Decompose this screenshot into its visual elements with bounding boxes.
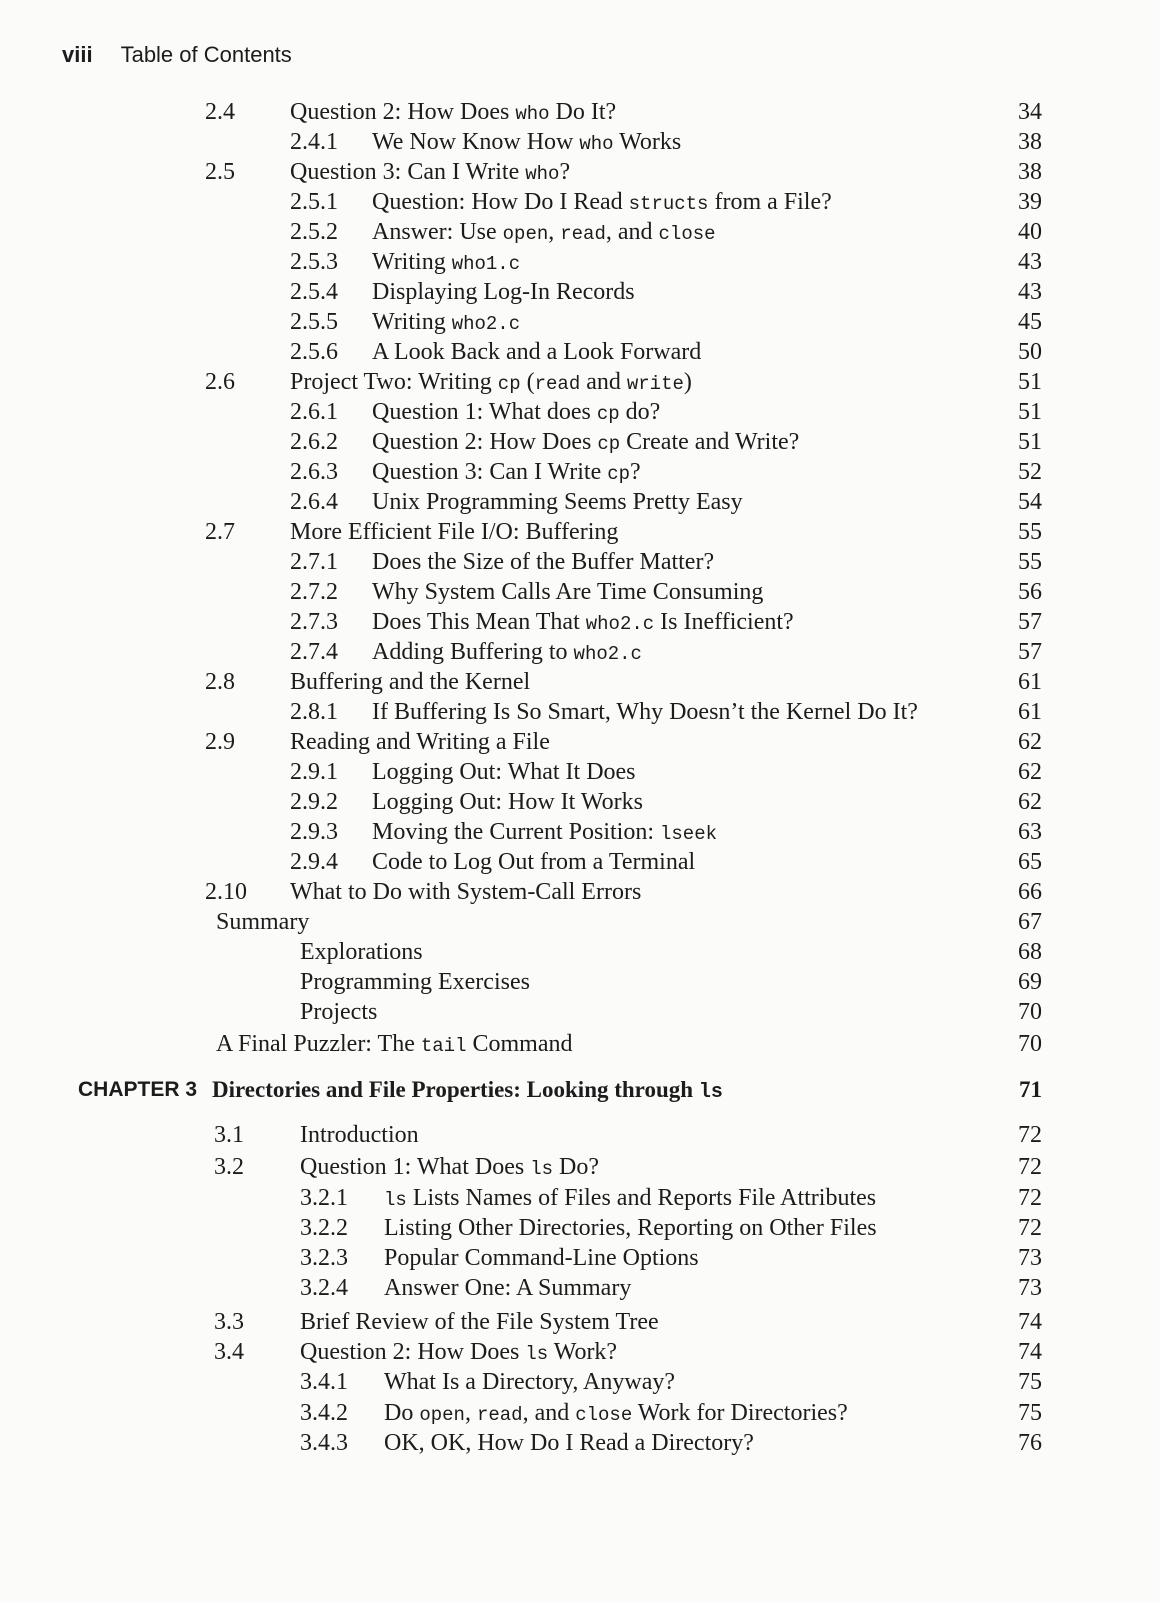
page-number: 51 [1018,369,1042,395]
title-text: Does the Size of the Buffer Matter? [372,549,715,575]
page-number: 55 [1018,519,1042,545]
entry-title [216,907,309,937]
title-text: Programming Exercises [300,969,530,995]
page-number: 57 [1018,639,1042,665]
entry-title [300,967,530,997]
title-text: Logging Out: What It Does [372,759,636,785]
toc-entry [0,217,1160,247]
entry-number: 3.2 [214,1154,244,1180]
code-term: cp [497,373,521,395]
chapter-heading [0,1075,1160,1105]
title-text: Popular Command-Line Options [384,1245,699,1271]
entry-number: 3.4.3 [300,1430,348,1456]
title-text: Brief Review of the File System Tree [300,1309,659,1335]
entry-number: 2.7.3 [290,609,338,635]
code-term: structs [628,193,709,215]
entry-title [372,637,642,669]
entry-number: 2.8.1 [290,699,338,725]
title-text: Question 2: How Does [372,429,598,455]
title-text: What to Do with System-Call Errors [290,879,642,905]
code-term: open [502,223,549,245]
code-term: close [575,1404,633,1426]
title-text: ( [520,369,535,395]
page-number: 62 [1018,729,1042,755]
code-term: read [560,223,606,245]
title-text: ? [559,159,571,185]
toc-entry [0,427,1160,457]
title-text: Question: How Do I Read [372,189,629,215]
page-number: 62 [1018,759,1042,785]
title-text: Why System Calls Are Time Consuming [372,579,764,605]
entry-title [372,337,701,367]
toc-entry [0,1183,1160,1213]
title-text: Question 1: What Does [300,1154,531,1180]
entry-number: 3.4.2 [300,1400,348,1426]
page-number: 67 [1018,909,1042,935]
page-number: 61 [1018,699,1042,725]
code-term: who [515,103,550,125]
toc-entry [0,1213,1160,1243]
page-number: 73 [1018,1245,1042,1271]
title-text: Does This Mean That [372,609,586,635]
entry-number: 2.7.4 [290,639,338,665]
toc-entry [0,727,1160,757]
title-text: Question 3: Can I Write [372,459,608,485]
title-text: If Buffering Is So Smart, Why Doesn’t the Kernel Do It? [372,699,918,725]
page-number: 61 [1018,669,1042,695]
toc-entry [0,1120,1160,1150]
title-text: Do? [553,1154,599,1180]
title-text: ) [683,369,692,395]
title-text: and [580,369,627,395]
title-text: Summary [216,909,310,935]
code-term: lseek [660,823,718,845]
toc-entry [0,1367,1160,1397]
page-number: 51 [1018,429,1042,455]
entry-title [372,607,794,639]
entry-title [290,367,692,399]
code-term: who [525,163,560,185]
entry-title [372,457,641,489]
page-number: 38 [1018,159,1042,185]
title-text: Displaying Log-In Records [372,279,635,305]
entry-number: 2.10 [205,879,247,905]
toc-entry [0,1398,1160,1428]
title-text: , and [605,219,659,245]
title-text: Is Inefficient? [654,609,794,635]
entry-number: 3.1 [214,1122,244,1148]
title-text: Introduction [300,1122,419,1148]
entry-title [372,277,635,307]
toc-entry [0,517,1160,547]
toc-entry [0,847,1160,877]
entry-title [372,217,716,249]
entry-title [300,997,377,1027]
entry-title [290,97,616,129]
entry-title [300,937,423,967]
toc-entry [0,487,1160,517]
toc-entry [0,187,1160,217]
entry-title [372,187,832,219]
entry-number: 3.2.3 [300,1245,348,1271]
entry-number: 2.5.2 [290,219,338,245]
entry-title [384,1273,631,1303]
entry-number: 3.2.4 [300,1275,348,1301]
toc-entry [0,697,1160,727]
entry-number: 2.7.1 [290,549,338,575]
entry-title [212,1075,723,1108]
page-number: 43 [1018,249,1042,275]
entry-title [372,817,717,849]
title-text: Lists Names of Files and Reports File Attributes [406,1185,877,1211]
title-text: , and [522,1400,576,1426]
title-text: Projects [300,999,378,1025]
entry-number: 2.4.1 [290,129,338,155]
code-term: tail [420,1035,467,1057]
page-number: 75 [1018,1369,1042,1395]
page-number: 34 [1018,99,1042,125]
page-number: 72 [1018,1215,1042,1241]
toc-entry [0,967,1160,997]
page-number: 52 [1018,459,1042,485]
page-number: 70 [1018,1031,1042,1057]
entry-title [290,517,618,547]
entry-title [290,157,570,189]
title-text: Code to Log Out from a Terminal [372,849,696,875]
title-text: Works [613,129,682,155]
toc-entry [0,277,1160,307]
page-number: 72 [1018,1154,1042,1180]
toc-entry [0,877,1160,907]
code-term: cp [607,463,631,485]
entry-title [290,877,641,907]
toc-entry [0,1307,1160,1337]
title-text: Project Two: Writing [290,369,498,395]
entry-title [216,1029,572,1061]
entry-number: 2.5.4 [290,279,338,305]
entry-title [372,307,520,339]
entry-title [384,1183,876,1215]
title-text: We Now Know How [372,129,580,155]
entry-title [372,247,520,279]
page-number: 54 [1018,489,1042,515]
page-number: 70 [1018,999,1042,1025]
entry-title [384,1243,699,1273]
page-number: 65 [1018,849,1042,875]
title-text: Reading and Writing a File [290,729,550,755]
entry-title [300,1152,599,1184]
page-number: 72 [1018,1122,1042,1148]
entry-title [300,1337,617,1369]
page-number: 57 [1018,609,1042,635]
title-text: Writing [372,249,452,275]
entry-title [372,757,636,787]
entry-title [372,787,643,817]
page-number: 50 [1018,339,1042,365]
page-number: 43 [1018,279,1042,305]
title-text: What Is a Directory, Anyway? [384,1369,675,1395]
page-number: 38 [1018,129,1042,155]
toc-entry [0,577,1160,607]
entry-number: 3.4 [214,1339,244,1365]
toc-entry [0,1428,1160,1458]
code-term: who [579,133,614,155]
entry-title [372,547,714,577]
toc-entry [0,667,1160,697]
page-number: 73 [1018,1275,1042,1301]
page-number: 74 [1018,1309,1042,1335]
page-number: 68 [1018,939,1042,965]
title-text: Writing [372,309,452,335]
running-title: Table of Contents [120,42,292,67]
toc-entry [0,997,1160,1027]
code-term: write [626,373,684,395]
title-text: Answer One: A Summary [384,1275,632,1301]
entry-title [384,1428,754,1458]
entry-number: 2.5.6 [290,339,338,365]
entry-number: 2.7 [205,519,235,545]
title-text: Directories and File Properties: Looking through [212,1077,699,1102]
entry-title [384,1367,675,1397]
title-text: Answer: Use [372,219,503,245]
entry-title [290,727,550,757]
entry-title [372,847,695,877]
toc-entry [0,1243,1160,1273]
entry-number: 2.9.4 [290,849,338,875]
page-number: 45 [1018,309,1042,335]
title-text: Command [466,1031,573,1057]
code-term: ls [530,1158,554,1180]
toc-entry [0,457,1160,487]
page-number: 62 [1018,789,1042,815]
page-number: 55 [1018,549,1042,575]
entry-title [290,667,530,697]
page-number: 75 [1018,1400,1042,1426]
title-text: Listing Other Directories, Reporting on Other Files [384,1215,877,1241]
page-number: 39 [1018,189,1042,215]
title-text: Moving the Current Position: [372,819,660,845]
toc-entry [0,787,1160,817]
toc-entry [0,337,1160,367]
page-number: 66 [1018,879,1042,905]
toc-entry [0,1029,1160,1059]
toc-entry [0,757,1160,787]
toc-entry [0,907,1160,937]
page-number: 76 [1018,1430,1042,1456]
title-text: Question 1: What does [372,399,597,425]
title-text: Logging Out: How It Works [372,789,643,815]
title-text: Question 2: How Does [290,99,516,125]
entry-number: 2.7.2 [290,579,338,605]
toc-entry [0,247,1160,277]
toc-entry [0,937,1160,967]
entry-number: 2.6.3 [290,459,338,485]
page-number: 63 [1018,819,1042,845]
code-term: open [419,1404,465,1426]
title-text: Buffering and the Kernel [290,669,531,695]
title-text: , [464,1400,477,1426]
entry-title [384,1213,877,1243]
entry-title [300,1307,659,1337]
entry-number: 2.6 [205,369,235,395]
entry-number: 2.6.1 [290,399,338,425]
entry-number: 2.9.1 [290,759,338,785]
toc-entry [0,637,1160,667]
title-text: do? [619,399,661,425]
page-number: 69 [1018,969,1042,995]
entry-number: 2.5.3 [290,249,338,275]
running-header [62,42,292,68]
title-text: Create and Write? [620,429,800,455]
code-term: close [658,223,716,245]
code-term: cp [597,433,621,455]
title-text: A Look Back and a Look Forward [372,339,702,365]
toc-entry [0,97,1160,127]
toc-entry [0,607,1160,637]
title-text: Do [384,1400,420,1426]
code-term: who2.c [573,643,642,665]
entry-title [300,1120,419,1150]
title-text: Question 3: Can I Write [290,159,526,185]
entry-title [372,127,681,159]
toc-entry [0,1273,1160,1303]
code-term: who2.c [451,313,521,335]
entry-number: 3.3 [214,1309,244,1335]
title-text: ? [630,459,641,485]
toc-entry [0,1337,1160,1367]
entry-number: 2.9.3 [290,819,338,845]
title-text: Work for Directories? [632,1400,848,1426]
entry-number: CHAPTER 3 [78,1078,198,1101]
code-term: cp [596,403,620,425]
page-number: 51 [1018,399,1042,425]
entry-title [384,1398,848,1430]
page-number: 74 [1018,1339,1042,1365]
entry-number: 2.8 [205,669,235,695]
code-term: who1.c [451,253,521,275]
toc-entry [0,157,1160,187]
title-text: Explorations [300,939,423,965]
title-text: More Efficient File I/O: Buffering [290,519,619,545]
code-term: ls [384,1189,407,1211]
title-text: Work? [548,1339,618,1365]
title-text: Question 2: How Does [300,1339,526,1365]
entry-number: 2.5 [205,159,235,185]
entry-number: 3.4.1 [300,1369,348,1395]
toc-entry [0,397,1160,427]
entry-number: 2.5.5 [290,309,338,335]
title-text: from a File? [708,189,832,215]
entry-title [372,577,763,607]
toc-entry [0,1152,1160,1182]
entry-number: 3.2.1 [300,1185,348,1211]
page-number: 72 [1018,1185,1042,1211]
title-text: , [548,219,561,245]
entry-title [372,427,799,459]
entry-title [372,487,743,517]
code-term: ls [525,1343,549,1365]
entry-number: 2.9 [205,729,235,755]
toc-entry [0,307,1160,337]
title-text: Do It? [549,99,617,125]
entry-number: 2.4 [205,99,235,125]
page-folio: viii [62,42,93,67]
entry-title [372,697,918,727]
entry-number: 2.9.2 [290,789,338,815]
toc-entry [0,367,1160,397]
code-term: ls [698,1081,723,1104]
code-term: read [476,1404,523,1426]
toc-entry [0,127,1160,157]
toc-entry [0,817,1160,847]
title-text: A Final Puzzler: The [216,1031,421,1057]
title-text: Adding Buffering to [372,639,574,665]
page-number: 40 [1018,219,1042,245]
code-term: who2.c [585,613,655,635]
code-term: read [534,373,581,395]
toc-entry [0,547,1160,577]
page-number: 71 [1019,1077,1042,1102]
page-number: 56 [1018,579,1042,605]
entry-number: 3.2.2 [300,1215,348,1241]
title-text: Unix Programming Seems Pretty Easy [372,489,743,515]
entry-number: 2.5.1 [290,189,338,215]
entry-number: 2.6.2 [290,429,338,455]
entry-title [372,397,660,429]
title-text: OK, OK, How Do I Read a Directory? [384,1430,754,1456]
entry-number: 2.6.4 [290,489,338,515]
